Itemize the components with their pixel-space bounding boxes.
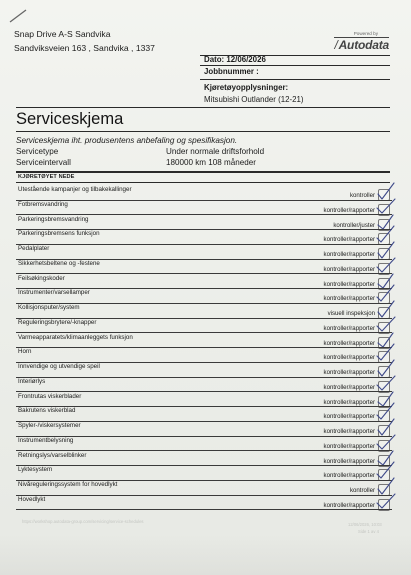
checklist-row bbox=[16, 363, 392, 378]
date-line: Dato: 12/06/2026 bbox=[204, 55, 266, 64]
checklist-row bbox=[16, 260, 392, 275]
checklist-item-label: Varmeapparatets/klimaanleggets funksjon bbox=[18, 333, 133, 341]
page-subtitle: Serviceskjema iht. produsentens anbefaling og spesifikasjon. bbox=[16, 136, 238, 145]
checklist-item-label: Nivåreguleringssystem for hovedlykt bbox=[18, 481, 118, 488]
checklist-item-label: Bakrutens viskerblad bbox=[18, 407, 76, 415]
checklist-row bbox=[16, 319, 392, 334]
footer-url: https://workshop.autodata-group.com/servicing/service-schedules bbox=[22, 519, 144, 524]
checklist-item-action: kontroller/rapporter bbox=[323, 369, 375, 376]
checklist-item-action: kontroller bbox=[349, 192, 375, 199]
checklist-item-label: Utestående kampanjer og tilbakekallinger bbox=[18, 186, 132, 193]
checklist-item-label: Parkeringsbremsens funksjon bbox=[18, 230, 100, 238]
checklist-item-label: Lyktesystem bbox=[18, 466, 53, 474]
checklist-item-action: kontroller/rapporter bbox=[323, 324, 375, 332]
checklist-item-label: Pedalplater bbox=[18, 245, 50, 252]
paper-shadow bbox=[0, 535, 411, 575]
checklist-item-label: Horn bbox=[18, 348, 32, 356]
checklist-item-label: Kollisjonsputer/system bbox=[18, 304, 80, 311]
footer-date: 12/06/2026, 10:03 bbox=[348, 522, 382, 527]
checklist-row bbox=[16, 452, 392, 467]
checklist-item-action: kontroller/rapporter bbox=[323, 383, 375, 391]
checklist-row bbox=[16, 348, 392, 363]
checklist-item-action: kontroller/rapporter bbox=[323, 501, 375, 509]
checklist-item-action: kontroller/rapporter bbox=[323, 413, 375, 421]
checklist-item-label: Feilsøkingskoder bbox=[18, 274, 65, 282]
powered-by-text: Powered by bbox=[353, 31, 378, 36]
shop-name: Snap Drive A-S Sandvika bbox=[14, 29, 111, 39]
checklist-item-label: Parkeringsbremsvandring bbox=[18, 215, 89, 223]
row-divider bbox=[16, 509, 392, 510]
logo-text: Autodata bbox=[338, 38, 389, 52]
service-interval-value: 180000 km 108 måneder bbox=[166, 158, 256, 167]
checklist-item-label: Innvendige og utvendige speil bbox=[18, 363, 100, 370]
checklist-item-label: Frontrutas viskerblader bbox=[18, 392, 82, 400]
job-divider bbox=[200, 79, 390, 80]
checklist-row bbox=[16, 304, 392, 319]
checklist-row bbox=[16, 334, 392, 349]
checklist-item-action: kontroller/rapporter bbox=[323, 339, 375, 347]
section-title: KJØRETØYET NEDE bbox=[18, 174, 75, 180]
checklist-item-action: visuell inspeksjon bbox=[327, 310, 375, 317]
checklist-row bbox=[16, 186, 392, 201]
checklist-item-action: kontroller/rapporter bbox=[323, 265, 375, 273]
service-type-label: Servicetype bbox=[16, 147, 59, 156]
checklist-item-action: kontroller/rapporter bbox=[323, 398, 375, 406]
checklist-item-action: kontroller/rapporter bbox=[323, 280, 375, 288]
shop-address: Sandviksveien 163 , Sandvika , 1337 bbox=[14, 43, 155, 53]
vehicle-info-label: Kjøretøyopplysninger: bbox=[204, 83, 289, 92]
checklist-item-action: kontroller/rapporter bbox=[323, 457, 375, 465]
checklist-row bbox=[16, 466, 392, 481]
autodata-logo bbox=[334, 37, 389, 52]
checklist-row bbox=[16, 481, 392, 496]
checklist-item-label: Reguleringsbrytere/-knapper bbox=[18, 318, 97, 326]
page-title: Serviceskjema bbox=[16, 110, 124, 128]
checklist-row bbox=[16, 422, 392, 437]
checklist-row bbox=[16, 437, 392, 452]
checklist-item-label: Fotbremsvandring bbox=[18, 200, 68, 208]
checklist-item-action: kontroller/rapporter bbox=[323, 251, 375, 258]
checklist-item-action: kontroller/juster bbox=[333, 221, 375, 229]
checkmark-icon bbox=[375, 494, 395, 514]
checklist-item-action: kontroller/rapporter bbox=[323, 354, 375, 362]
checklist-item-label: Hovedlykt bbox=[18, 495, 46, 503]
checklist-row bbox=[16, 496, 392, 511]
footer-page-number: Side 1 av 4 bbox=[358, 529, 379, 534]
checklist-row bbox=[16, 289, 392, 304]
checklist-row bbox=[16, 275, 392, 290]
vehicle-divider bbox=[16, 107, 390, 108]
title-divider bbox=[16, 131, 390, 132]
checklist-item-action: kontroller/rapporter bbox=[323, 428, 375, 435]
checklist-item-action: kontroller/rapporter bbox=[323, 206, 375, 214]
section-top-divider bbox=[16, 171, 390, 173]
checklist-row bbox=[16, 407, 392, 422]
checklist-row bbox=[16, 216, 392, 231]
logo-slash-icon: / bbox=[334, 38, 338, 52]
service-interval-label: Serviceintervall bbox=[16, 158, 71, 167]
checklist-item-action: kontroller/rapporter bbox=[323, 295, 375, 303]
checklist-row bbox=[16, 393, 392, 408]
pen-mark-icon bbox=[6, 8, 36, 24]
checklist-item-label: Spyler-/viskersystemer bbox=[18, 422, 81, 429]
checklist-item-label: Sikkerhetsbeltene og -festene bbox=[18, 259, 100, 267]
checklist-item-action: kontroller/rapporter bbox=[323, 236, 375, 244]
checklist-item-label: Instrumenter/varsellamper bbox=[18, 289, 90, 297]
section-bottom-divider bbox=[16, 182, 390, 183]
checklist-item-action: kontroller/rapporter bbox=[323, 472, 375, 480]
checklist-item-action: kontroller bbox=[349, 487, 375, 494]
checklist-row bbox=[16, 378, 392, 393]
vehicle-name: Mitsubishi Outlander (12-21) bbox=[204, 95, 304, 104]
checklist-row bbox=[16, 201, 392, 216]
checklist-item-label: Instrumentbelysning bbox=[18, 436, 74, 444]
checklist-row bbox=[16, 230, 392, 245]
checklist-item-action: kontroller/rapporter bbox=[323, 442, 375, 450]
checklist-item-label: Retningslys/varselblinker bbox=[18, 451, 87, 459]
job-number-label: Jobbnummer : bbox=[204, 67, 259, 76]
checklist-item-label: Interiørlys bbox=[18, 377, 46, 385]
checklist-row bbox=[16, 245, 392, 260]
service-type-value: Under normale driftsforhold bbox=[166, 147, 265, 156]
